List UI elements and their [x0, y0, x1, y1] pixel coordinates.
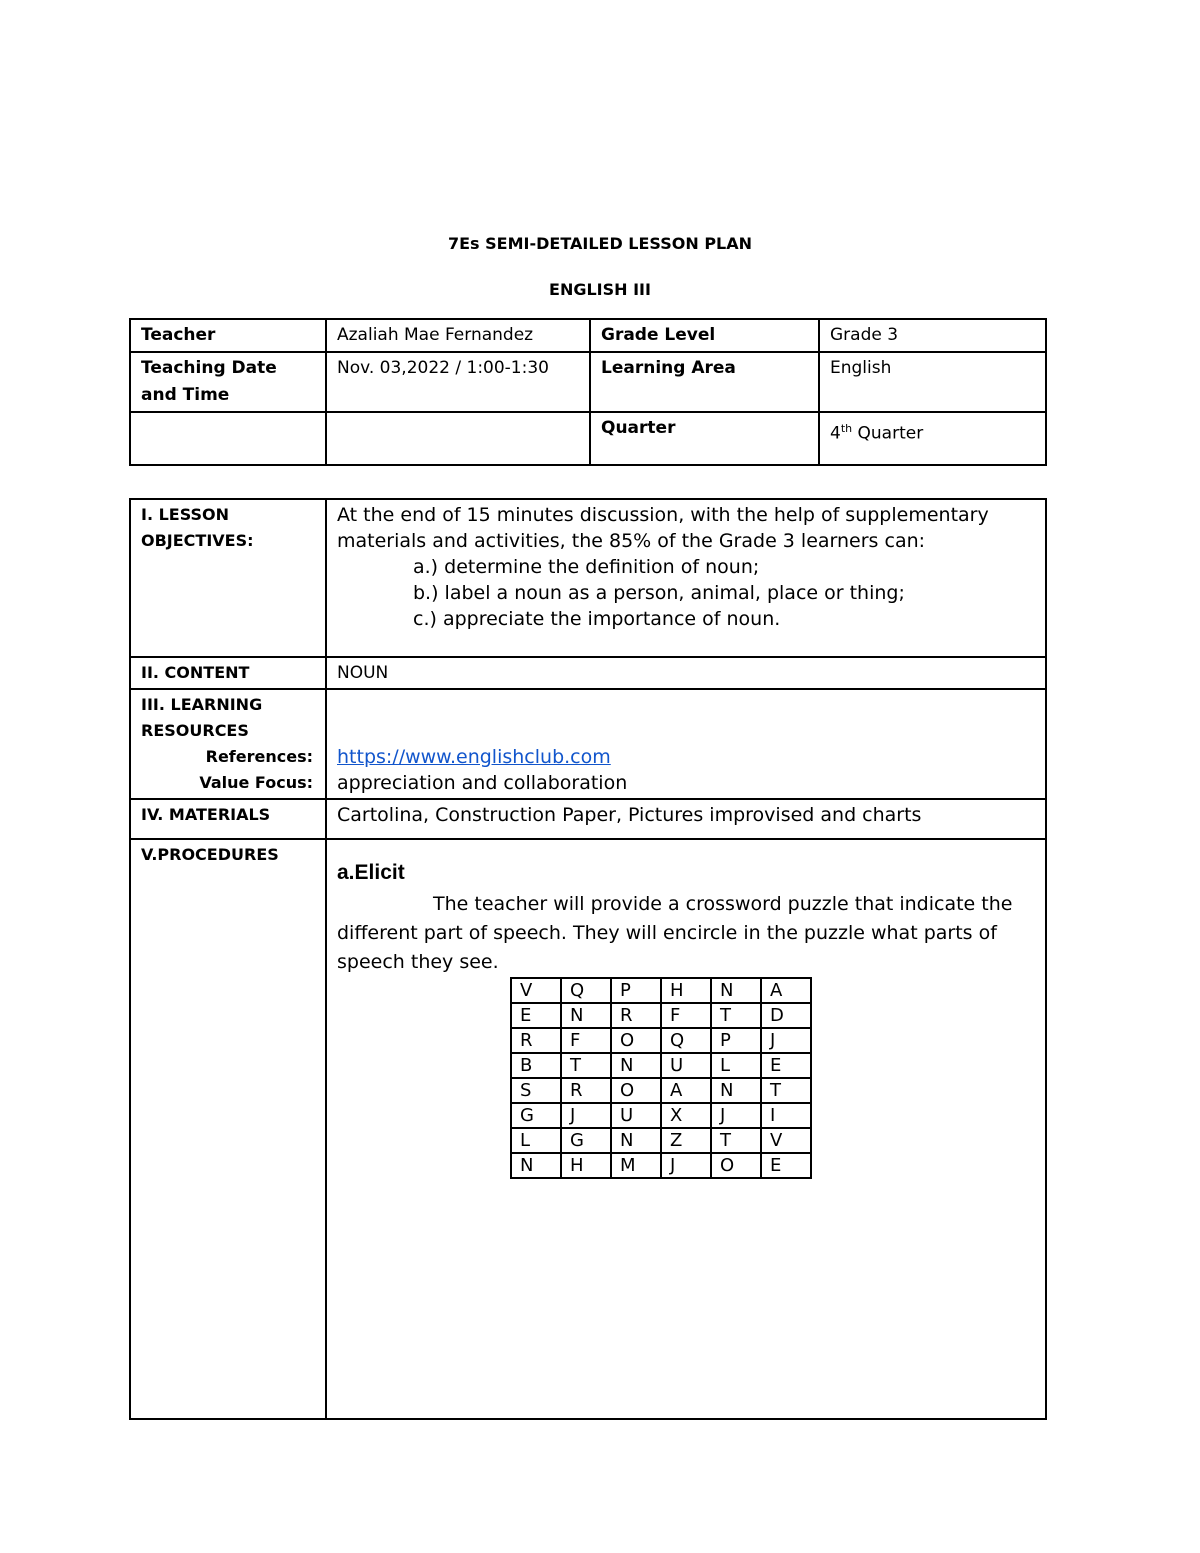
puzzle-row	[511, 1078, 811, 1103]
materials-value: Cartolina, Construction Paper, Pictures improvised and charts	[326, 799, 1046, 839]
puzzle-cell: V	[511, 978, 561, 1003]
puzzle-cell: U	[661, 1053, 711, 1078]
puzzle-cell: E	[511, 1003, 561, 1028]
puzzle-cell: X	[661, 1103, 711, 1128]
puzzle-cell: T	[711, 1128, 761, 1153]
procedures-content	[326, 839, 1046, 1419]
resources-label-line2: RESOURCES	[141, 721, 249, 740]
procedures-label: V.PROCEDURES	[130, 839, 326, 1419]
objective-b: b.) label a noun as a person, animal, place or thing;	[413, 582, 905, 604]
quarter-suffix: th	[840, 422, 853, 435]
puzzle-cell: N	[511, 1153, 561, 1178]
learning-area-label: Learning Area	[590, 352, 819, 412]
puzzle-cell: H	[561, 1153, 611, 1178]
elicit-text	[337, 890, 1035, 977]
puzzle-cell: N	[711, 1078, 761, 1103]
puzzle-cell: J	[661, 1153, 711, 1178]
objectives-label-line2: OBJECTIVES:	[141, 531, 254, 550]
puzzle-row	[511, 1053, 811, 1078]
puzzle-cell: D	[761, 1003, 811, 1028]
puzzle-cell: N	[611, 1128, 661, 1153]
teacher-label: Teacher	[130, 319, 326, 352]
quarter-number: 4	[830, 423, 841, 444]
objectives-label-line1: I. LESSON	[141, 505, 230, 524]
puzzle-cell: O	[611, 1028, 661, 1053]
puzzle-cell: B	[511, 1053, 561, 1078]
puzzle-cell: V	[761, 1128, 811, 1153]
puzzle-row	[511, 1028, 811, 1053]
puzzle-cell: Z	[661, 1128, 711, 1153]
puzzle-cell: R	[511, 1028, 561, 1053]
info-table	[129, 318, 1047, 466]
date-value: Nov. 03,2022 / 1:00-1:30	[326, 352, 590, 412]
puzzle-cell: I	[761, 1103, 811, 1128]
empty-cell	[326, 412, 590, 465]
objectives-intro: At the end of 15 minutes discussion, with the help of supplementary materials and activities, the 85% of the Grade 3 learners can:	[337, 504, 989, 552]
puzzle-row	[511, 1103, 811, 1128]
puzzle-cell: G	[561, 1128, 611, 1153]
empty-cell	[130, 412, 326, 465]
document-title: 7Es SEMI-DETAILED LESSON PLAN	[447, 234, 753, 253]
teacher-value: Azaliah Mae Fernandez	[326, 319, 590, 352]
word-puzzle	[510, 977, 812, 1179]
puzzle-cell: O	[711, 1153, 761, 1178]
puzzle-cell: A	[761, 978, 811, 1003]
references-link[interactable]: https://www.englishclub.com	[337, 746, 611, 768]
puzzle-cell: P	[711, 1028, 761, 1053]
quarter-word: Quarter	[852, 423, 924, 444]
puzzle-cell: U	[611, 1103, 661, 1128]
resources-label	[130, 689, 326, 799]
puzzle-cell: Q	[661, 1028, 711, 1053]
elicit-text-body: The teacher will provide a crossword puzzle that indicate the different part of speech. They will encircle in the puzzle what parts of speech they see.	[337, 893, 1013, 973]
puzzle-row	[511, 1153, 811, 1178]
elicit-heading: a.Elicit	[337, 861, 405, 884]
lesson-plan-table	[129, 498, 1047, 1420]
puzzle-cell: L	[711, 1053, 761, 1078]
puzzle-cell: T	[561, 1053, 611, 1078]
value-focus: appreciation and collaboration	[337, 772, 628, 794]
puzzle-row	[511, 978, 811, 1003]
puzzle-cell: G	[511, 1103, 561, 1128]
puzzle-cell: T	[761, 1078, 811, 1103]
puzzle-row	[511, 1128, 811, 1153]
puzzle-cell: L	[511, 1128, 561, 1153]
learning-area-value: English	[819, 352, 1046, 412]
puzzle-cell: A	[661, 1078, 711, 1103]
puzzle-cell: Q	[561, 978, 611, 1003]
puzzle-cell: M	[611, 1153, 661, 1178]
content-label: II. CONTENT	[130, 657, 326, 689]
value-focus-label: Value Focus:	[199, 773, 313, 792]
resources-content	[326, 689, 1046, 799]
puzzle-cell: N	[611, 1053, 661, 1078]
objective-c: c.) appreciate the importance of noun.	[413, 608, 781, 630]
puzzle-cell: N	[561, 1003, 611, 1028]
references-label: References:	[205, 747, 313, 766]
objectives-content	[326, 499, 1046, 657]
puzzle-cell: P	[611, 978, 661, 1003]
puzzle-cell: O	[611, 1078, 661, 1103]
objective-a: a.) determine the definition of noun;	[413, 556, 760, 578]
puzzle-cell: J	[711, 1103, 761, 1128]
puzzle-cell: J	[761, 1028, 811, 1053]
puzzle-cell: T	[711, 1003, 761, 1028]
puzzle-cell: N	[711, 978, 761, 1003]
puzzle-cell: F	[561, 1028, 611, 1053]
puzzle-cell: J	[561, 1103, 611, 1128]
grade-level-value: Grade 3	[819, 319, 1046, 352]
quarter-label: Quarter	[590, 412, 819, 465]
quarter-value	[819, 412, 1046, 465]
objectives-label	[130, 499, 326, 657]
resources-label-line1: III. LEARNING	[141, 695, 263, 714]
materials-label: IV. MATERIALS	[130, 799, 326, 839]
date-label: Teaching Date and Time	[130, 352, 326, 412]
puzzle-row	[511, 1003, 811, 1028]
puzzle-cell: R	[561, 1078, 611, 1103]
puzzle-cell: E	[761, 1153, 811, 1178]
puzzle-cell: S	[511, 1078, 561, 1103]
puzzle-cell: H	[661, 978, 711, 1003]
puzzle-cell: F	[661, 1003, 711, 1028]
puzzle-cell: R	[611, 1003, 661, 1028]
puzzle-cell: E	[761, 1053, 811, 1078]
grade-level-label: Grade Level	[590, 319, 819, 352]
content-value: NOUN	[326, 657, 1046, 689]
document-subject: ENGLISH III	[549, 280, 651, 299]
